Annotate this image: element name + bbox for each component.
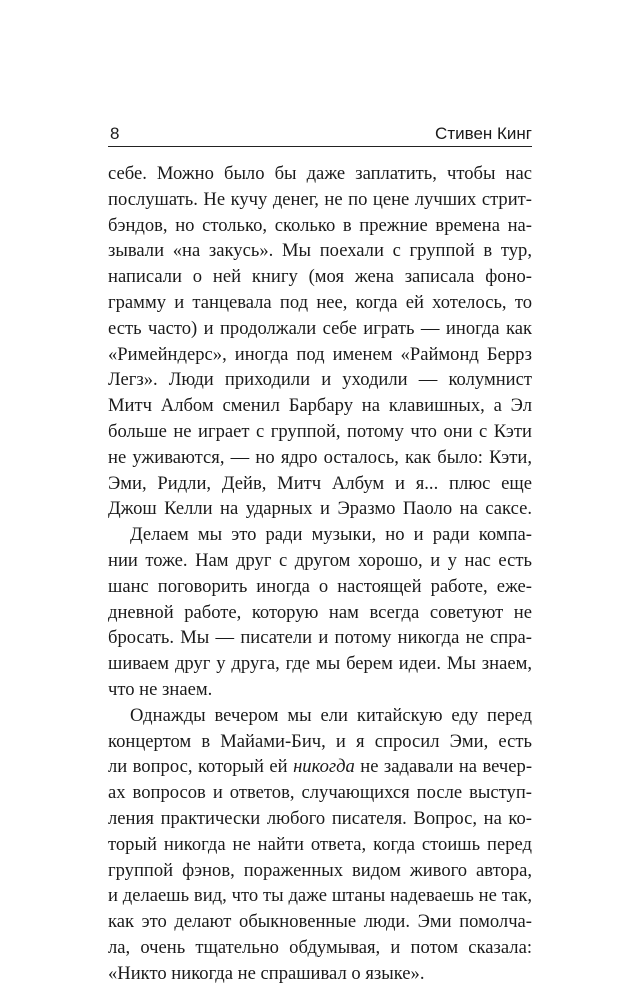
text-line: больше не играет с группой, потому что они с Кэти	[108, 420, 532, 442]
paragraph-1	[108, 161, 532, 522]
paragraph-2	[108, 522, 532, 703]
text-line: как это делают обыкновенные люди. Эми помолча-	[108, 911, 532, 933]
text-line: бэндов, но столько, сколько в прежние времена на-	[108, 214, 532, 236]
text-line: себе. Можно было бы даже заплатить, чтобы нас	[108, 163, 532, 184]
text-line: зывали «на закусь». Мы поехали с группой в тур,	[108, 240, 532, 262]
body-text	[108, 161, 532, 987]
book-page	[108, 118, 532, 987]
text-fragment: ли вопрос, который ей	[108, 756, 288, 778]
text-line: ла, очень тщательно обдумывая, и потом сказала:	[108, 936, 532, 958]
text-line: Делаем мы это ради музыки, но и ради компа-	[130, 524, 532, 546]
text-line: «Никто никогда не спрашивал о языке».	[108, 962, 425, 984]
text-line: и делаешь вид, что ты даже штаны надеваешь не так,	[108, 885, 532, 907]
italic-emphasis: никогда	[293, 756, 355, 778]
text-line: ления практически любого писателя. Вопрос, на ко-	[108, 807, 532, 829]
text-line: шанс поговорить иногда о настоящей работе, еже-	[108, 575, 532, 597]
text-line: написали о ней книгу (моя жена записала фоно-	[108, 266, 532, 288]
text-line: «Римейндерс», иногда под именем «Раймонд Беррз	[108, 343, 532, 365]
text-line: нии тоже. Нам друг с другом хорошо, и у нас есть	[108, 549, 532, 571]
paragraph-3	[108, 703, 532, 987]
text-fragment: не задавали на вечер-	[360, 756, 533, 778]
text-line: не уживаются, — но ядро осталось, как было: Кэти,	[108, 446, 532, 468]
text-line: Легз». Люди приходили и уходили — колумнист	[108, 369, 532, 391]
text-line: группой фэнов, пораженных видом живого автора,	[108, 859, 532, 881]
text-line: ах вопросов и ответов, случающихся после выступ-	[108, 782, 532, 804]
text-line-with-italic	[108, 754, 532, 780]
text-line: Джош Келли на ударных и Эразмо Паоло на саксе.	[108, 498, 532, 520]
text-line: послушать. Не кучу денег, не по цене лучших стрит-	[108, 188, 532, 210]
text-line: шиваем друг у друга, где мы берем идеи. Мы знаем,	[108, 653, 532, 675]
page-number: 8	[110, 124, 120, 143]
text-line: торый никогда не найти ответа, когда стоишь перед	[108, 833, 532, 855]
running-head-author: Стивен Кинг	[435, 124, 532, 143]
text-line: есть часто) и продолжали себе играть — иногда как	[108, 317, 532, 339]
page-header	[108, 118, 532, 147]
text-line: Митч Албом сменил Барбару на клавишных, а Эл	[108, 395, 532, 417]
text-line: Эми, Ридли, Дейв, Митч Албум и я... плюс еще	[108, 472, 532, 494]
text-line: концертом в Майами-Бич, и я спросил Эми, есть	[108, 730, 532, 752]
text-line: Однажды вечером мы ели китайскую еду перед	[130, 704, 532, 726]
text-line: бросать. Мы — писатели и потому никогда не спра-	[108, 627, 532, 649]
text-line: грамму и танцевала под нее, когда ей хотелось, то	[108, 291, 532, 313]
text-line: что не знаем.	[108, 678, 213, 700]
text-line: дневной работе, которую нам всегда советуют не	[108, 601, 532, 623]
